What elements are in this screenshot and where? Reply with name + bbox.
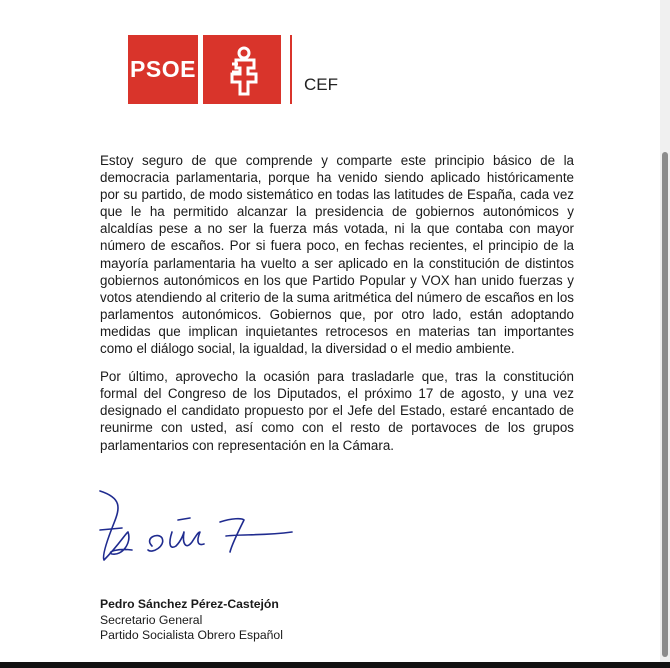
letterhead-divider — [290, 35, 292, 104]
psoe-logo-wordmark — [128, 35, 198, 104]
body-paragraph-1: Estoy seguro de que comprende y comparte este principio básico de la democracia parlamentaria, porque ha venido siendo aplicado históricamente por su partido, de modo sistemático en todas las latitudes de España, cada vez que le ha permitido alcanzar la presidencia de gobiernos autonómicos y alcaldías pese a no ser la fuerza más votada, ni la que contaba con mayor número de escaños. Por si fuera poco, en fechas recientes, el principio de la mayoría parlamentaria ha vuelto a ser aplicado en la constitución de distintos gobiernos autonómicos en los que Partido Popular y VOX han unido fuerzas y votos atendiendo al criterio de la suma aritmética del número de escaños en los parlamentos autonómicos. Gobiernos que, por otro lado, están adoptando medidas que implican inquietantes retrocesos en materias tan importantes como el diálogo social, la igualdad, la diversidad o el medio ambiente. — [100, 153, 574, 357]
signer-title: Secretario General — [100, 612, 203, 627]
signer-party: Partido Socialista Obrero Español — [100, 628, 283, 642]
handwritten-signature — [92, 488, 302, 578]
body-paragraph-2: Por último, aprovecho la ocasión para trasladarle que, tras la constitución formal del Congreso de los Diputados, el próximo 17 de agosto, y una vez designado el candidato propuesto por el Jefe del Estado, estaré encantado de reunirme con usted, así como con el resto de portavoces de los grupos parlamentarios con representación en la Cámara. — [100, 369, 574, 453]
letter-body — [100, 152, 574, 465]
psoe-logo-text: PSOE — [130, 56, 196, 82]
bottom-edge — [0, 662, 670, 668]
vertical-scrollbar[interactable] — [660, 0, 670, 668]
rose-fist-logo-icon — [203, 35, 281, 104]
letterhead — [128, 35, 338, 104]
scrollbar-thumb[interactable] — [662, 152, 668, 657]
org-label: CEF — [304, 75, 338, 94]
signer-block — [100, 597, 283, 644]
signer-name: Pedro Sánchez Pérez-Castejón — [100, 597, 279, 611]
